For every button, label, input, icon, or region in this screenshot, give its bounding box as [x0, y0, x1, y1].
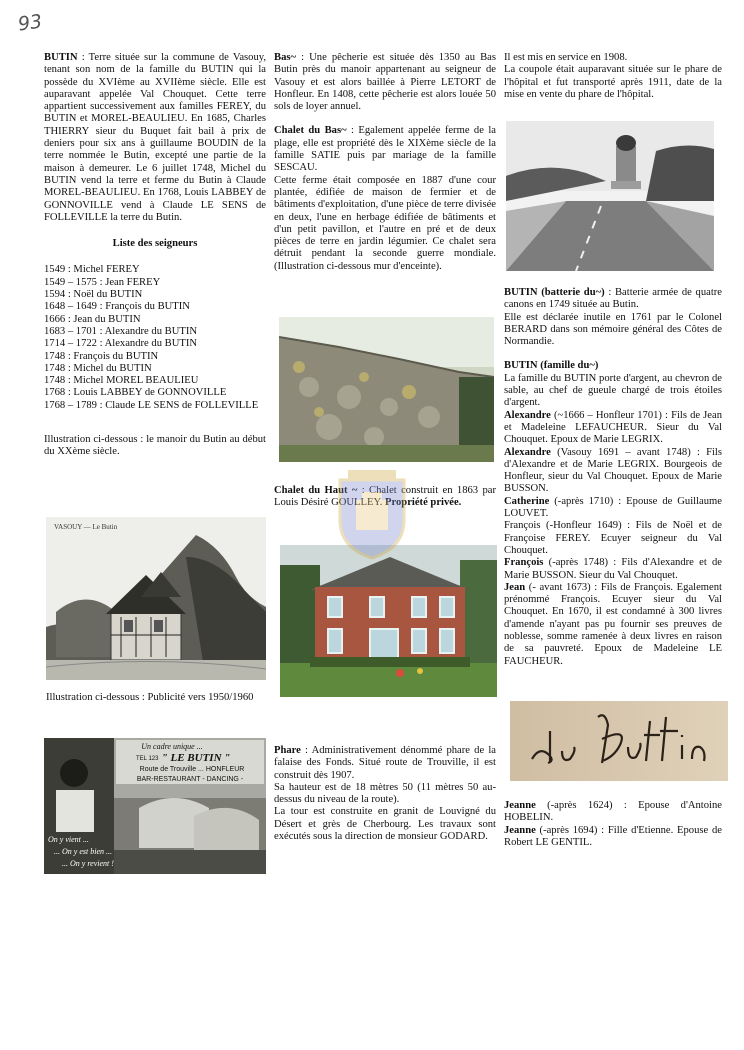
family-member-entry	[504, 582, 722, 668]
family-member-text: (Vasouy 1691 – avant 1748) : Fils d'Alexandre et de Marie LEGRIX. Bourgeois de Honfleur, sieur du Val Chouquet. Epoux de Marie BUSSON.	[504, 446, 722, 495]
chalet-haut-image	[280, 545, 497, 697]
family-member-entry	[504, 410, 722, 447]
family-member-text: (-après 1748) : Fils d'Alexandre et de Marie BUSSON. Sieur du Val Chouquet.	[504, 557, 722, 581]
seigneur-item: 1768 – 1789 : Claude LE SENS de FOLLEVILLE	[44, 399, 259, 411]
column-middle	[274, 52, 496, 273]
family-member-entry	[504, 447, 722, 496]
page-number: 93	[16, 10, 44, 36]
ad-line3: BAR-RESTAURANT - DANCING -	[136, 776, 244, 783]
family-member-name: Jean	[504, 581, 526, 593]
seigneur-item: 1594 : Noël du BUTIN	[44, 289, 143, 301]
term-chalet-bas: Chalet du Bas~	[274, 125, 347, 137]
text-phare-coupole: La coupole était auparavant située sur le phare de l'hôpital et fut transporté après 1911, date de la mise en vente du phare de l'hôpital.	[504, 64, 722, 100]
coat-of-arms-watermark	[334, 468, 410, 560]
column-right	[504, 52, 722, 101]
text-batterie-detail: Elle est déclarée inutile en 1761 par le Colonel BERARD dans son mémoire général des Côtes de Normandie.	[504, 311, 722, 348]
ad-slogan2: ... On y est bien ...	[54, 847, 112, 856]
phare-paragraph	[274, 745, 496, 782]
text-chalet-bas: : Egalement appelée ferme de la plage, elle est propriété dès le XIXème siècle de la famille SATIE puis par mariage de la famille SESCAU.	[274, 125, 496, 174]
term-bas: Bas~	[274, 52, 296, 63]
term-phare: Phare	[274, 745, 301, 756]
seigneur-item: 1768 : Louis LABBEY de GONNOVILLE	[44, 387, 227, 399]
entry-jeanne-2	[504, 825, 722, 850]
entries-butin-right	[504, 287, 722, 668]
text-phare: : Administrativement dénommé phare de la falaise des Fonds. Situé route de Trouville, il est construit dès 1907.	[274, 745, 496, 781]
ad-line2: Route de Trouville ... HONFLEUR	[139, 766, 245, 773]
text-batterie: : Batterie armée de quatre canons en 1749 située au Butin.	[504, 287, 722, 311]
text-phare-construction: La tour est construite en granit de Louvigné du Désert et grès de Cherbourg. Les travaux sont exécutés sous la direction de monsieur GODARD.	[274, 806, 496, 843]
seigneur-item: 1666 : Jean du BUTIN	[44, 313, 141, 325]
caption-publicite: Illustration ci-dessous : Publicité vers 1950/1960	[46, 692, 254, 703]
text-butin: : Terre située sur la commune de Vasouy, tenant son nom de la famille du BUTIN qui la possède du XVIème au XVIIème siècle. Elle est auparavant appelée Val Chouquet. Cette terre appartient successivement aux familles FEREY, du BUTIN et MOREL-BEAULIEU. En 1685, Charles THIERRY sieur du Buquet fait bail à prix de deniers pour six ans à guillaume BOUDIN de la terre nommée le Butin, excepté une partie de la maison à demeurer. Le 6 juillet 1748, Michel du BUTIN vend la terre et ferme du Butin à Claude MOREL-BEAULIEU. En 1768, Louis LABBEY de GONNOVILLE vend à Claude LE SENS de FOLLEVILLE la terre du Butin.	[44, 52, 266, 223]
entry-chalet-bas-detail: Cette ferme était composée en 1887 d'une cour plantée, édifiée de maison de fermier et de bâtiments d'exploitation, d'une pièce de terre divisée en deux, l'une en herbage édifiée de bâtiments et d'un petit pavillon, et l'autre en pré et de deux pièces de terre en jardin légumier. Ce chalet sera détruit pendant la seconde guerre mondiale. (Illustration ci-dessous mur d'enceinte).	[274, 174, 496, 272]
family-member-text: François (-Honfleur 1649) : Fils de Noël et de Françoise FEREY. Ecuyer seigneur du Val Chouquet.	[504, 520, 722, 556]
family-member-entry	[504, 496, 722, 521]
text-jeanne-2: (-après 1694) : Fille d'Etienne. Epouse de Robert LE GENTIL.	[504, 824, 722, 848]
family-member-entry	[504, 520, 722, 557]
seigneur-item: 1748 : Michel MOREL BEAULIEU	[44, 375, 199, 387]
famille-heading	[504, 360, 722, 372]
name-jeanne-1: Jeanne	[504, 800, 536, 811]
entry-chalet-bas	[274, 125, 496, 174]
seigneurs-heading: Liste des seigneurs	[112, 238, 198, 250]
seigneur-item: 1549 – 1575 : Jean FEREY	[44, 276, 161, 288]
entry-jeanne-1	[504, 800, 722, 825]
name-jeanne-2: Jeanne	[504, 824, 536, 836]
seigneur-item: 1648 – 1649 : François du BUTIN	[44, 301, 190, 313]
ad-slogan3: ... On y revient !	[62, 859, 114, 868]
signature-image	[510, 701, 728, 781]
family-member-entry	[504, 557, 722, 582]
entry-bas	[274, 52, 496, 113]
column-left	[44, 52, 266, 459]
ad-slogan1: On y vient ...	[48, 835, 89, 844]
text-phare-height: Sa hauteur est de 18 mètres 50 (11 mètres 50 au-dessus du niveau de la route).	[274, 781, 496, 806]
family-member-text: (- avant 1673) : Fils de François. Egalement prénommé François. Ecuyer sieur du Val Chouquet. En 1670, il est condamné à 300 livres d'amende n'ayant pas pu fournir ses preuves de noblesse, somme ramenée à deux livres en raison de sa pauvreté. Epoux de Madeleine LE FAUCHEUR.	[504, 581, 722, 667]
term-famille: BUTIN (famille du~)	[504, 360, 599, 372]
ad-line1: Un cadre unique ...	[141, 742, 203, 751]
family-member-name: Alexandre	[504, 409, 551, 421]
text-bas: : Une pêcherie est située dès 1350 au Bas Butin près du manoir appartenant au seigneur de Vasouy et est alors baillée à Pierre LETORT de Honfleur. En 1408, cette pêcherie est alors louée 50 sols de loyer annuel.	[274, 52, 496, 113]
chalet-haut-private: Propriété privée.	[385, 497, 462, 509]
family-member-name: François	[504, 557, 544, 569]
term-batterie: BUTIN (batterie du~)	[504, 287, 605, 298]
family-member-text: (~1666 – Honfleur 1701) : Fils de Jean et Madeleine LEFAUCHEUR. Sieur du Val Chouquet. Epoux de Marie LEGRIX.	[504, 409, 722, 446]
family-member-name: Catherine	[504, 495, 550, 507]
seigneur-item: 1748 : François du BUTIN	[44, 350, 159, 362]
ad-tel: TEL 123	[136, 756, 159, 762]
seigneur-item: 1549 : Michel FEREY	[44, 264, 140, 276]
seigneur-item: 1714 – 1722 : Alexandre du BUTIN	[44, 338, 197, 350]
ad-name: " LE BUTIN "	[161, 752, 231, 764]
family-member-text: (-après 1710) : Epouse de Guillaume LOUVET.	[504, 495, 722, 520]
text-famille: La famille du BUTIN porte d'argent, au chevron de sable, au chef de gueule chargé de trois étoiles d'argent.	[504, 372, 722, 409]
term-chalet-haut: Chalet du Haut ~	[274, 485, 358, 496]
text-phare-service: Il est mis en service en 1908.	[504, 52, 628, 63]
seigneurs-list	[44, 264, 266, 412]
caption-manoir: Illustration ci-dessous : le manoir du Butin au début du XXème siècle.	[44, 434, 266, 458]
entry-batterie	[504, 287, 722, 312]
wall-image	[279, 317, 494, 462]
seigneur-item: 1683 – 1701 : Alexandre du BUTIN	[44, 325, 197, 337]
postcard-title: VASOUY — Le Butin	[54, 523, 118, 531]
butin-advertisement-image	[44, 738, 266, 874]
family-member-name: Alexandre	[504, 446, 551, 458]
entry-phare	[274, 745, 496, 843]
text-chalet-haut: : Chalet construit en 1863 par Louis Désiré GOULLEY.	[274, 485, 496, 509]
entries-jeanne	[504, 800, 722, 849]
manoir-postcard-image	[46, 517, 266, 680]
family-members-list	[504, 410, 722, 668]
term-butin: BUTIN	[44, 52, 78, 63]
text-jeanne-1: (-après 1624) : Epouse d'Antoine HOBELIN.	[504, 800, 722, 824]
lighthouse-image	[506, 121, 714, 271]
seigneur-item: 1748 : Michel du BUTIN	[44, 362, 152, 374]
entry-butin	[44, 52, 266, 224]
